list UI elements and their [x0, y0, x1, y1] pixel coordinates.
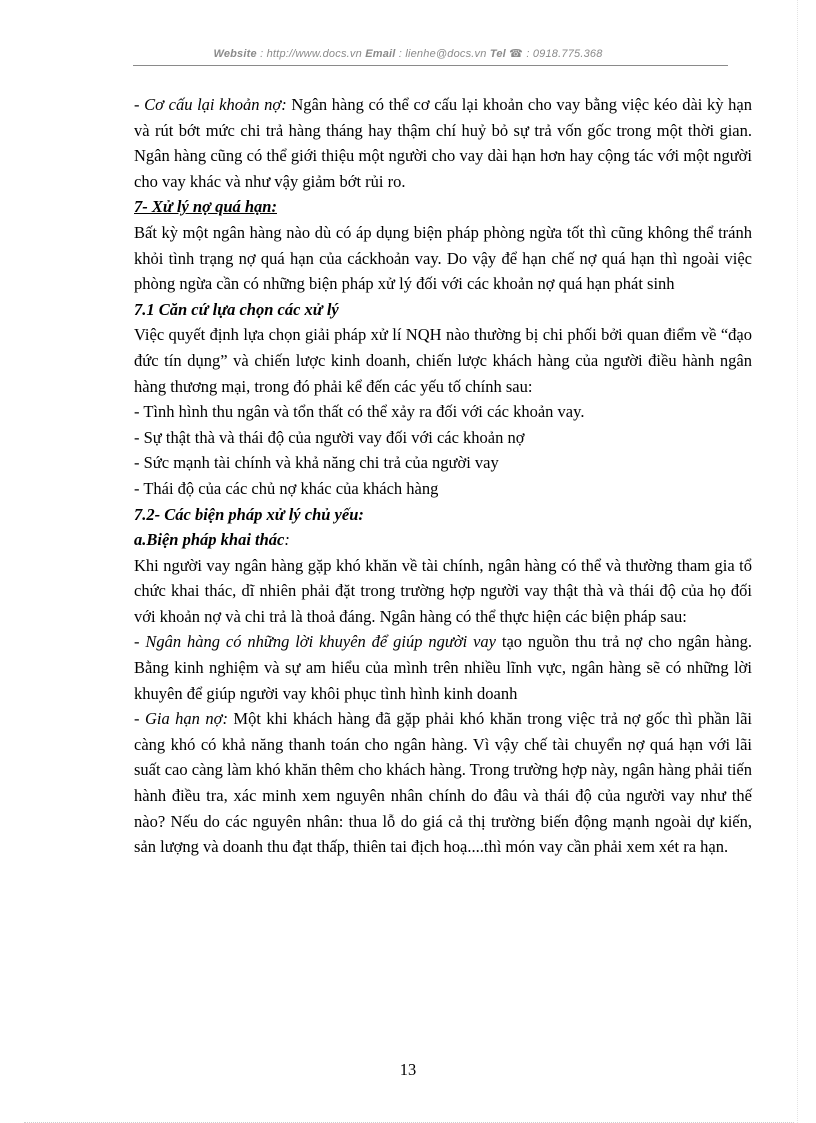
paragraph-text: Một khi khách hàng đã gặp phải khó khăn trong việc trả nợ gốc thì phần lãi càng khó có khả năng thanh toán cho ngân hàng. Vì vậy chế tài chuyển nợ quá hạn với lãi suất cao càng làm khó khăn thêm cho khách hàng. Trong trường hợp này, ngân hàng phải tiến hành điều tra, xác minh xem nguyên nhân chính do đâu và thái độ của người vay như thế nào? Nếu do các nguyên nhân: thua lỗ do giá cả thị trường biến động mạnh ngoài dự kiến, sản lượng và doanh thu đạt thấp, thiên tai địch hoạ....thì món vay cần phải xem xét ra hạn. [134, 709, 752, 857]
website-label: Website [213, 48, 257, 60]
heading-text: a.Biện pháp khai thác [134, 530, 285, 550]
paragraph-advice [134, 629, 752, 706]
section-heading-7 [134, 194, 752, 220]
heading-colon: : [284, 530, 290, 550]
heading-text: 7.2- Các biện pháp xử lý chủ yếu: [134, 504, 364, 524]
list-item: - Tình hình thu ngân và tổn thất có thể xảy ra đối với các khoản vay. [134, 402, 585, 422]
tel-label: Tel [489, 48, 506, 60]
list-item: - Thái độ của các chủ nợ khác của khách hàng [134, 478, 439, 498]
paragraph-text: tạo nguồn thu trả nợ cho ngân hàng. Bằng kinh nghiệm và sự am hiểu của mình trên nhiều lĩnh vực, ngân hàng sẽ có những lời khuyên để giúp người vay khôi phục tình hình kinh doanh [134, 632, 752, 703]
tel-number: 0918.775.368 [532, 48, 603, 60]
email-address[interactable]: lienhe@docs.vn [405, 48, 487, 60]
paragraph-text: Ngân hàng có thể cơ cấu lại khoản cho vay bằng việc kéo dài kỳ hạn và rút bớt mức chi trả hàng tháng hay thậm chí huỷ bỏ sự trả vốn gốc trong một thời gian. Ngân hàng cũng có thể giới thiệu một người cho vay dài hạn hơn hay cộng tác với một người cho vay khác và như vậy giảm bớt rủi ro. [134, 95, 753, 191]
page-number: 13 [399, 1060, 417, 1079]
website-url[interactable]: http://www.docs.vn [266, 48, 362, 60]
heading-text: 7.1 Căn cứ lựa chọn các xử lý [134, 299, 339, 319]
phone-icon: ☎ : [505, 48, 533, 60]
heading-text: 7- Xử lý nợ quá hạn: [134, 197, 277, 217]
list-item: - Sức mạnh tài chính và khả năng chi trả của người vay [134, 453, 499, 473]
header-divider [133, 65, 728, 66]
paragraph-lead-italic: - Gia hạn nợ: [134, 709, 228, 729]
email-label: Email [365, 48, 396, 60]
section-heading-7-2 [134, 502, 752, 528]
list-item: - Sự thật thà và thái độ của người vay đối với các khoản nợ [134, 427, 525, 447]
paragraph-restructure [134, 92, 752, 194]
section-heading-7-1 [134, 297, 752, 323]
website-separator: : [256, 48, 267, 60]
page-header [0, 47, 816, 60]
paragraph-overdue-debt: Bất kỳ một ngân hàng nào dù có áp dụng biện pháp phòng ngừa tốt thì cũng không thể tránh khỏi tình trạng nợ quá hạn của cáckhoản vay. Do vậy để hạn chế nợ quá hạn thì ngoài việc phòng ngừa cần có những biện pháp xử lý đối với các khoản nợ quá hạn phát sinh [134, 222, 752, 294]
subsection-heading-a [134, 527, 752, 553]
paragraph-lead-italic: - Cơ cấu lại khoản nợ: [134, 95, 287, 114]
email-separator: : [395, 48, 406, 60]
page-right-border [797, 0, 798, 1123]
paragraph-extension [134, 706, 752, 860]
document-body [134, 92, 752, 860]
paragraph-selection-basis: Việc quyết định lựa chọn giải pháp xử lí NQH nào thường bị chi phối bởi quan điểm về “đạo đức tín dụng” và chiến lược kinh doanh, chiến lược khách hàng của người điều hành ngân hàng thương mại, trong đó phải kể đến các yếu tố chính sau: [134, 325, 752, 396]
paragraph-lead-italic: - Ngân hàng có những lời khuyên để giúp người vay [134, 632, 496, 652]
paragraph-exploitation: Khi người vay ngân hàng gặp khó khăn về tài chính, ngân hàng có thể và thường tham gia tổ chức khai thác, dĩ nhiên phải đặt trong trường hợp người vay thật thà và thái độ của họ đối với khoản nợ và chi trả là thoả đáng. Ngân hàng có thể thực hiện các biện pháp sau: [134, 555, 752, 626]
